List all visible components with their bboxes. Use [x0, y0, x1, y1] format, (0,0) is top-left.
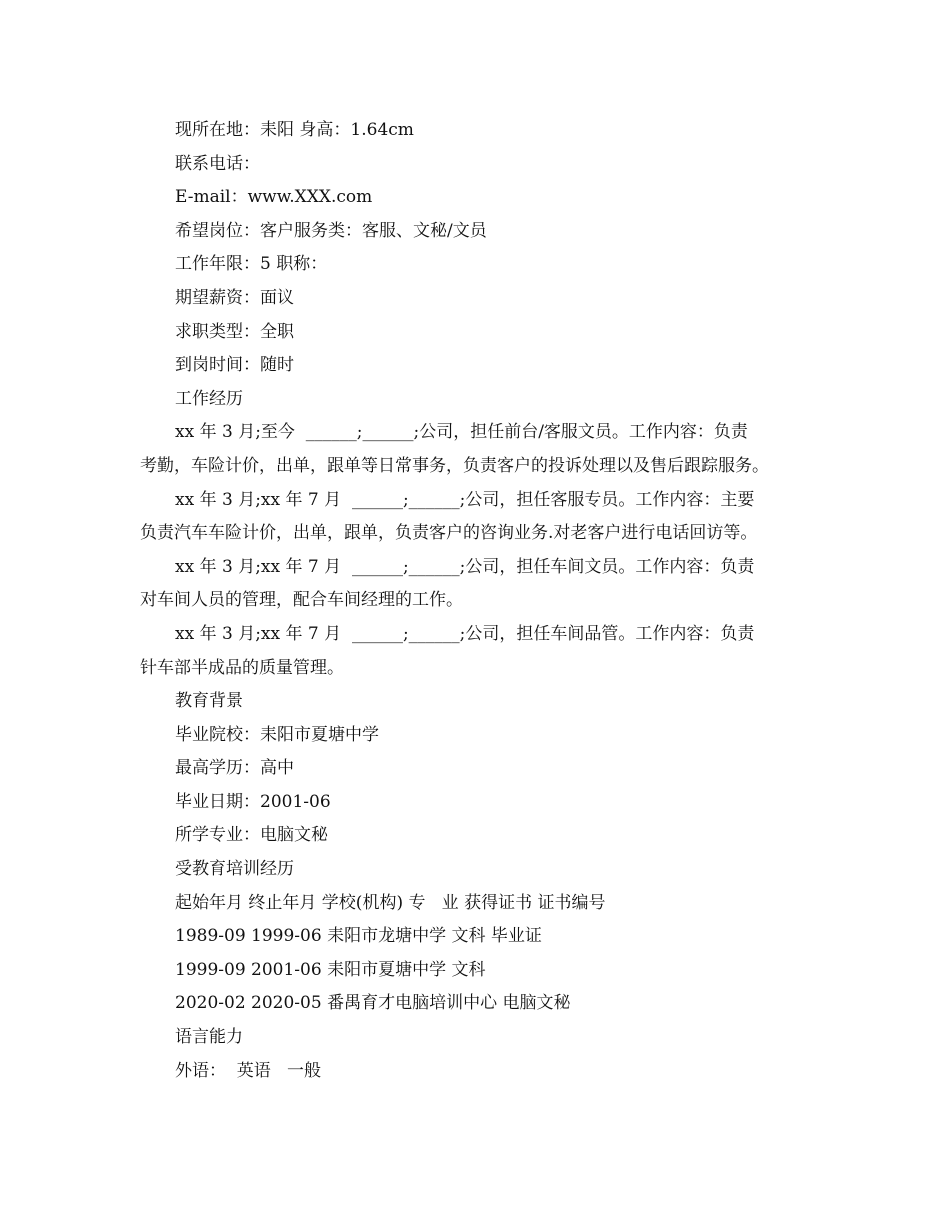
education-heading: 教育背景: [175, 691, 243, 712]
degree-line: 最高学历：高中: [175, 758, 294, 779]
work-entry-line-2: 负责汽车车险计价，出单，跟单，负责客户的咨询业务.对老客户进行电话回访等。: [140, 523, 758, 544]
expected-salary-line: 期望薪资：面议: [175, 287, 294, 308]
training-heading: 受教育培训经历: [175, 859, 294, 880]
work-entry-line-2: 针车部半成品的质量管理。: [140, 657, 344, 678]
work-entry: [140, 484, 820, 551]
years-title-line: 工作年限：5 职称：: [175, 254, 328, 275]
desired-position-line: 希望岗位：客户服务类：客服、文秘/文员: [175, 220, 487, 241]
work-entry: [140, 618, 820, 685]
start-time-line: 到岗时间：随时: [175, 355, 294, 376]
language-heading: 语言能力: [175, 1027, 243, 1048]
work-entry: [140, 416, 820, 483]
phone-line: 联系电话：: [175, 153, 260, 174]
graduation-date-line: 毕业日期：2001-06: [175, 791, 331, 812]
location-height-line: 现所在地：耒阳 身高：1.64cm: [175, 120, 414, 140]
work-entry: [140, 551, 820, 618]
training-row: 2020-02 2020-05 番禺育才电脑培训中心 电脑文秘: [175, 993, 571, 1014]
email-line: E-mail：www.XXX.com: [175, 187, 373, 208]
training-row: 1999-09 2001-06 耒阳市夏塘中学 文科: [175, 959, 486, 980]
work-entry-line-2: 考勤，车险计价，出单，跟单等日常事务，负责客户的投诉处理以及售后跟踪服务。: [140, 455, 769, 476]
school-line: 毕业院校：耒阳市夏塘中学: [175, 724, 379, 745]
training-row: 1989-09 1999-06 耒阳市龙塘中学 文科 毕业证: [175, 926, 542, 947]
work-entry-line-1: xx 年 3 月;xx 年 7 月 ______;______;公司，担任车间品管。工作内容：负责: [175, 623, 755, 644]
work-entry-line-1: xx 年 3 月;至今 ______;______;公司，担任前台/客服文员。工作内容：负责: [175, 422, 748, 443]
work-entry-line-2: 对车间人员的管理，配合车间经理的工作。: [140, 590, 463, 611]
work-experience-heading: 工作经历: [175, 388, 243, 409]
resume-body: [140, 114, 820, 1088]
work-entry-line-1: xx 年 3 月;xx 年 7 月 ______;______;公司，担任客服专员。工作内容：主要: [175, 489, 755, 510]
work-entry-line-1: xx 年 3 月;xx 年 7 月 ______;______;公司，担任车间文员。工作内容：负责: [175, 556, 755, 577]
major-line: 所学专业：电脑文秘: [175, 825, 328, 846]
foreign-language-line: 外语： 英语 一般: [175, 1060, 322, 1081]
training-header-row: 起始年月 终止年月 学校(机构) 专 业 获得证书 证书编号: [175, 892, 606, 913]
job-type-line: 求职类型：全职: [175, 321, 294, 342]
